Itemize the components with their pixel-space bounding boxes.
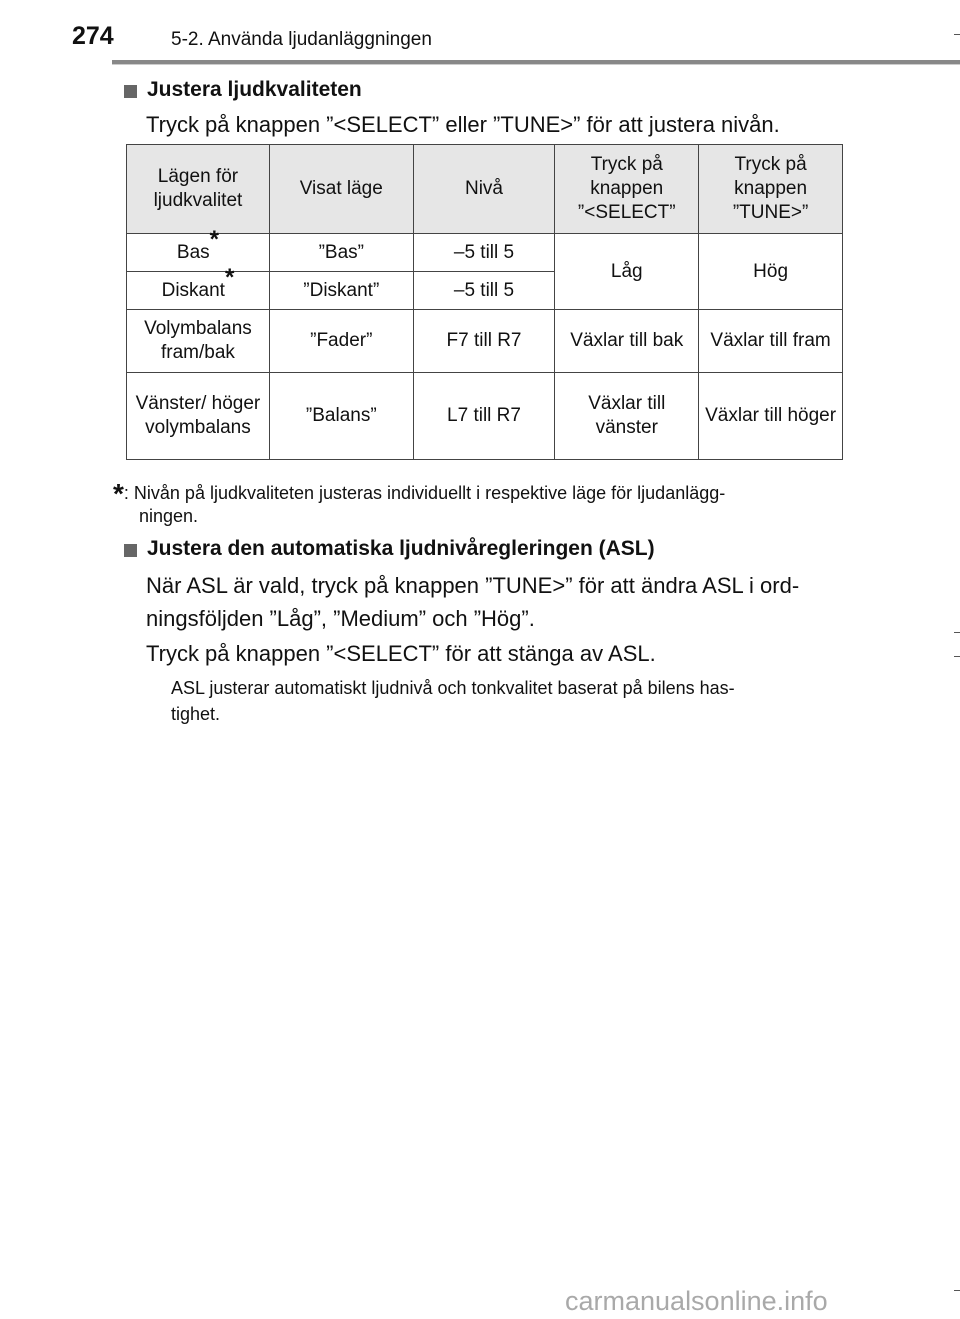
crop-mark — [954, 1290, 960, 1291]
page-number: 274 — [72, 22, 114, 50]
table-cell: Växlar till bak — [555, 310, 699, 373]
section-body-text: Tryck på knappen ”<SELECT” eller ”TUNE>” för att justera nivån. — [146, 112, 780, 137]
section-heading-sound-quality — [124, 78, 362, 102]
table-cell: –5 till 5 — [413, 272, 555, 310]
text-line: ASL justerar automatiskt ljudnivå och tonkvalitet baserat på bilens has- — [171, 678, 735, 698]
table-cell: Diskant* — [127, 272, 270, 310]
table-cell: Växlar till vänster — [555, 373, 699, 460]
table-header-cell: Lägen för ljudkvalitet — [127, 145, 270, 234]
table-row — [127, 310, 843, 373]
table-cell: L7 till R7 — [413, 373, 555, 460]
table-header-row — [127, 145, 843, 234]
table-cell: Bas* — [127, 234, 270, 272]
table-header-cell: Visat läge — [269, 145, 413, 234]
table-cell-merged: Hög — [699, 234, 843, 310]
text-line: ningsföljden ”Låg”, ”Medium” och ”Hög”. — [146, 606, 535, 631]
crop-mark — [954, 34, 960, 35]
table-cell: Volymbalans fram/bak — [127, 310, 270, 373]
table-header-cell: Tryck på knappen ”TUNE>” — [699, 145, 843, 234]
footnote-asterisk: * — [113, 478, 124, 509]
table-row — [127, 373, 843, 460]
table-cell: ”Bas” — [269, 234, 413, 272]
table-cell: Växlar till höger — [699, 373, 843, 460]
asl-instructions — [146, 569, 836, 635]
table-cell: Vänster/ höger volymbalans — [127, 373, 270, 460]
table-cell: Växlar till fram — [699, 310, 843, 373]
square-bullet-icon — [124, 544, 137, 557]
footnote-text: : Nivån på ljudkvaliteten justeras individuellt i respektive läge för ljudanlägg- — [123, 483, 726, 503]
asl-note — [171, 675, 831, 727]
table-header-cell: Nivå — [413, 145, 555, 234]
asl-off-instruction: Tryck på knappen ”<SELECT” för att stänga av ASL. — [146, 641, 656, 666]
sound-quality-table — [126, 144, 843, 460]
table-cell: ”Balans” — [269, 373, 413, 460]
text-line: tighet. — [171, 704, 221, 724]
table-header-cell: Tryck på knappen ”<SELECT” — [555, 145, 699, 234]
crop-mark — [954, 632, 960, 633]
section-heading-text: Justera ljudkvaliteten — [147, 78, 362, 101]
asterisk-mark: * — [209, 226, 219, 254]
header-rule-light — [112, 64, 960, 65]
table-cell: F7 till R7 — [413, 310, 555, 373]
watermark: carmanualsonline.info — [565, 1286, 828, 1316]
section-heading-text: Justera den automatiska ljudnivåregleringen (ASL) — [147, 537, 655, 560]
footnote-continuation: ningen. — [139, 506, 199, 526]
table-cell: –5 till 5 — [413, 234, 555, 272]
table-cell: ”Diskant” — [269, 272, 413, 310]
asterisk-mark: * — [224, 264, 235, 292]
table-cell: ”Fader” — [269, 310, 413, 373]
table-cell-merged: Låg — [555, 234, 699, 310]
chapter-title: 5-2. Använda ljudanläggningen — [171, 29, 432, 50]
crop-mark — [954, 656, 960, 657]
section-heading-asl — [124, 537, 655, 561]
square-bullet-icon — [124, 85, 137, 98]
footnote — [113, 476, 838, 507]
text-line: När ASL är vald, tryck på knappen ”TUNE>” för att ändra ASL i ord- — [146, 573, 800, 598]
